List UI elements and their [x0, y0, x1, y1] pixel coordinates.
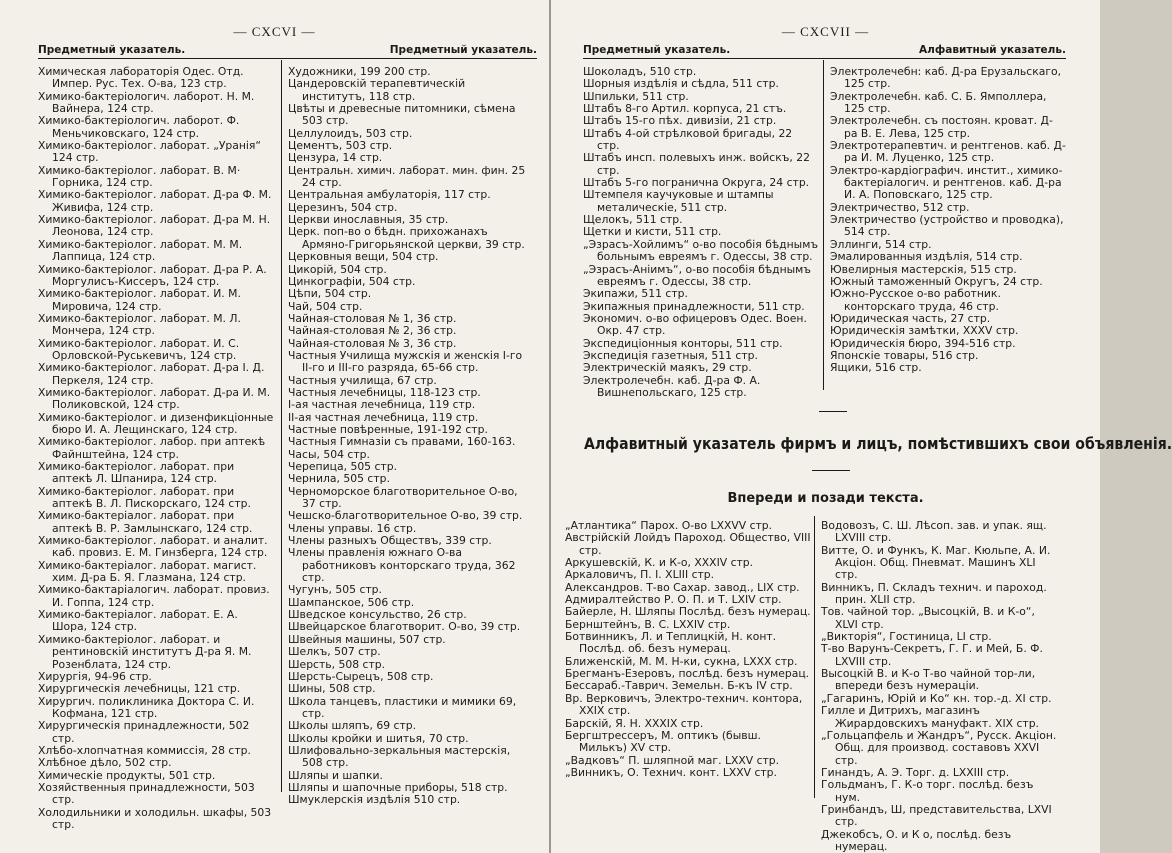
- firm-column-1: [565, 520, 811, 779]
- index-entry: Хирургія, 94-96 стр.: [38, 669, 152, 683]
- index-entry: Южный таможенный Округъ, 24 стр.: [830, 274, 1043, 288]
- index-entry: Бернштейнъ, В. С. LXXIV стр.: [565, 617, 731, 631]
- index-entry: Центральн. химич. лаборат. мин. фин. 25 24 стр.: [288, 163, 526, 190]
- index-entry: Бессараб.-Таврич. Земельн. Б-къ IV стр.: [565, 679, 793, 693]
- index-entry: Химико-бактеріолог. лабор. при аптекѣ Файнштейна, 124 стр.: [38, 435, 266, 461]
- index-entry: Шляпы и шапки.: [288, 768, 383, 782]
- index-entry: Чайная-столовая № 1, 36 стр.: [288, 311, 457, 325]
- index-entry: Церкви иноcлавныя, 35 стр.: [288, 213, 449, 227]
- index-entry: Шпильки, 511 стр.: [583, 89, 689, 103]
- index-entry: „Викторія“, Гостиница, LI стр.: [821, 630, 992, 644]
- index-entry: Шерсть-Сырецъ, 508 стр.: [288, 669, 434, 683]
- section-title: Алфавитный указатель фирмъ и лицъ, помѣстившихъ свои объявленія.: [583, 434, 1172, 453]
- index-entry: Экипажныя принадлежности, 511 стр.: [583, 299, 805, 313]
- index-entry: Гилле и Дитрихъ, магазинъ Жирардовскихъ мануфакт. XIX стр.: [821, 704, 1039, 730]
- index-entry: Члены управы. 16 стр.: [288, 521, 417, 535]
- index-entry: Эмалированныя издѣлія, 514 стр.: [830, 250, 1023, 264]
- index-entry: Школы шляпъ, 69 стр.: [288, 719, 417, 733]
- index-entry: Цикорій, 504 стр.: [288, 262, 387, 276]
- index-entry: Байерле, Н. Шляпы Послѣд. безъ нумерац.: [565, 605, 811, 619]
- index-entry: „Вадковъ“ П. шляпной маг. LXXV стр.: [565, 753, 780, 767]
- index-entry: Александров. Т-во Сахар. завод., LIX стр.: [565, 580, 800, 594]
- column-divider: [814, 516, 815, 798]
- index-entry: Щелокъ, 511 стр.: [583, 213, 683, 227]
- index-entry: „Гольцапфель и Жандръ“, Русск. Акціон. Общ. для производ. составовъ XXVI стр.: [821, 728, 1057, 767]
- index-entry: Частные повѣренные, 191-192 стр.: [288, 422, 488, 436]
- index-entry: Хлѣбо-хлопчатная коммиссія, 28 стр.: [38, 743, 251, 757]
- index-entry: Ювелирныя мастерскія, 515 стр.: [830, 262, 1017, 276]
- index-entry: Чай, 504 стр.: [288, 299, 363, 313]
- index-entry: Экспедиціонныя конторы, 511 стр.: [583, 336, 783, 350]
- running-header-right: Предметный указатель.: [389, 44, 537, 56]
- index-entry: Частныя училища, 67 стр.: [288, 373, 437, 387]
- index-entry: Щетки и кисти, 511 стр.: [583, 225, 722, 239]
- index-entry: Хирургич. поликлиника Доктора С. И. Кофмана, 121 стр.: [38, 694, 255, 720]
- index-entry: Вр. Верковичъ, Электро-технич. контора, XXIX стр.: [565, 691, 803, 718]
- index-entry: Швейныя машины, 507 стр.: [288, 632, 446, 646]
- index-entry: Шлифовально-зеркальныя мастерскія, 508 стр.: [288, 743, 511, 770]
- index-entry: Химико-бактеріолог. лаборат. и рентиновскій институтъ Д-ра Я. М. Розенблата, 124 стр.: [38, 632, 252, 671]
- index-entry: Члены разныхъ Обществъ, 339 стр.: [288, 534, 492, 548]
- index-entry: Электролечебн: каб. Д-ра Ерузальскаго, 125 стр.: [830, 65, 1062, 91]
- index-entry: Химико-бактеріолог. лаборат. и аналит. каб. провиз. Е. М. Гинзберга, 124 стр.: [38, 534, 268, 560]
- index-entry: Химико-бактеріолог. лаборат. при аптекѣ В. Л. Пискорскаго, 124 стр.: [38, 484, 251, 511]
- index-entry: Шляпы и шапочные приборы, 518 стр.: [288, 780, 508, 794]
- index-entry: Электротерапевтич. и рентгенов. каб. Д-ра И. М. Луценко, 125 стр.: [830, 139, 1066, 165]
- index-entry: Аркушевскій, К. и К-о, XXXIV стр.: [565, 556, 754, 570]
- index-entry: Экспедиція газетныя, 511 стр.: [583, 348, 758, 362]
- index-entry: Южно-Русское о-во работник. конторскаго труда, 46 стр.: [830, 287, 1001, 313]
- index-entry: Химико-бактеріолог. лаборат. И. С. Орловской-Руськевичъ, 124 стр.: [38, 336, 240, 362]
- index-entry: Чугунъ, 505 стр.: [288, 583, 382, 597]
- index-entry: Шведское консульство, 26 стр.: [288, 608, 467, 622]
- index-entry: Химико-бактеріалог. лаборат. магист. хим. Д-ра Б. Я. Глазмана, 124 стр.: [38, 558, 257, 585]
- index-entry: Штабъ 8-го Артил. корпуса, 21 стъ.: [583, 102, 787, 116]
- header-rule: [583, 58, 1066, 59]
- index-entry: Экономич. о-во офицеровъ Одес. Воен. Окр. 47 стр.: [583, 311, 807, 338]
- index-entry: Цинкографіи, 504 стр.: [288, 274, 416, 288]
- right-page: [551, 0, 1172, 853]
- index-entry: Шины, 508 стр.: [288, 682, 376, 696]
- index-entry: Адмиралтейство Р. О. П. и Т. LXIV стр.: [565, 593, 782, 607]
- index-column-1: [38, 66, 274, 831]
- index-entry: Химическіе продукты, 501 стр.: [38, 768, 216, 782]
- index-entry: Электролечебн. каб. С. Б. Ямполлера, 125 стр.: [830, 89, 1047, 116]
- index-entry: Экипажи, 511 стр.: [583, 287, 688, 301]
- index-entry: Художники, 199 200 стр.: [288, 65, 431, 78]
- index-entry: Химико-бактеріологич. лаборот. Ф. Меньчиковскаго, 124 стр.: [38, 114, 240, 140]
- index-entry: „Винникъ, О. Технич. конт. LXXV стр.: [565, 765, 777, 779]
- index-entry: Химико-бактеріолог. лаборат. при аптекѣ Л. Шпанира, 124 стр.: [38, 460, 235, 486]
- index-entry: Электролечебн. съ постоян. кроват. Д-ра В. Е. Лева, 125 стр.: [830, 114, 1053, 140]
- index-entry: Электролечебн. каб. Д-ра Ф. А. Вишнепольскаго, 125 стр.: [583, 373, 761, 399]
- index-entry: Цвѣты и древесные питомники, сѣмена 503 стр.: [288, 102, 516, 128]
- index-entry: „Эзрасъ-Хойлимъ“ о-во пособія бѣднымъ больнымъ евреямъ г. Одессы, 38 стр.: [583, 237, 818, 264]
- index-entry: Шмуклерскія издѣлія 510 стр.: [288, 793, 461, 807]
- index-entry: Химико-бактеріалог. лаборат. Е. А. Шора, 124 стр.: [38, 608, 238, 634]
- index-entry: Химико-бактеріолог. лаборат. В. М· Горника, 124 стр.: [38, 163, 241, 190]
- index-entry: Химико-бактеріолог. лаборат. „Уранія“ 124 стр.: [38, 139, 262, 165]
- index-entry: Химико-бактеріолог. лаборат. Д-ра Р. А. Моргулисъ-Киссеръ, 124 стр.: [38, 262, 267, 288]
- header-rule: [38, 58, 537, 59]
- index-entry: „Атлантика“ Парох. О-во LXXVV стр.: [565, 519, 773, 532]
- index-entry: Химическая лабораторія Одес. Отд. Импер. Рус. Тех. О-ва, 123 стр.: [38, 65, 244, 91]
- index-entry: Химико-бактеріолог. лаборат. И. М. Мировича, 124 стр.: [38, 287, 241, 313]
- index-entry: Штабъ 15-го пѣх. дивизіи, 21 стр.: [583, 114, 777, 128]
- index-entry: Шампанское, 506 стр.: [288, 595, 415, 609]
- index-entry: Штабъ инсп. полевыхъ инж. войскъ, 22 стр.: [583, 151, 810, 177]
- index-entry: Химико-бактеріолог. лаборат. Д-ра І. Д. Перкеля, 124 стр.: [38, 361, 265, 387]
- index-entry: Гинандъ, А. Э. Торг. д. LXXIII стр.: [821, 765, 1010, 779]
- index-entry: Цензура, 14 стр.: [288, 151, 383, 165]
- index-entry: Черепица, 505 стр.: [288, 460, 397, 473]
- section-rule-bottom: [812, 470, 850, 471]
- index-entry: Юридическая часть, 27 стр.: [830, 311, 991, 325]
- index-entry: Химико-бактеріолог. и дизенфикціонные бюро И. А. Лещинскаго, 124 стр.: [38, 410, 274, 436]
- index-entry: Цандеровскій терапевтическій институтъ, 118 стр.: [288, 77, 466, 103]
- index-entry: Химико-бактеріолог. лаборат. Д-ра М. Н. Леонова, 124 стр.: [38, 213, 271, 239]
- index-entry: Часы, 504 стр.: [288, 447, 370, 461]
- index-entry: Химико-бактеріолог. лаборат. Д-ра Ф. М. Живифа, 124 стр.: [38, 188, 272, 214]
- index-entry: Хозяйственныя принадлежности, 503 стр.: [38, 780, 255, 807]
- running-header-left: Предметный указатель.: [38, 44, 186, 56]
- index-entry: Т-во Варунъ-Секретъ, Г. Г. и Мей, Б. Ф. LXVIII стр.: [821, 642, 1043, 668]
- page-number: — CXCVI —: [233, 24, 316, 39]
- index-entry: Брегманъ-Езеровъ, послѣд. безъ нумерац.: [565, 667, 810, 681]
- index-entry: Витте, О. и Функъ, К. Маг. Кюльпе, А. И. Акціон. Общ. Пневмат. Машинъ XLI стр.: [821, 543, 1051, 582]
- index-entry: Шелкъ, 507 стр.: [288, 645, 381, 659]
- index-entry: Химико-бактеріолог. лаборат. М. Л. Мончера, 124 стр.: [38, 311, 241, 338]
- page-number: — CXCVII —: [781, 24, 870, 39]
- index-entry: Церезинъ, 504 стр.: [288, 200, 398, 214]
- index-entry: Химико-бактеріологич. лаборот. Н. М. Вайнера, 124 стр.: [38, 89, 255, 116]
- index-entry: Винникъ, П. Складъ технич. и пароход. прин. XLII стр.: [821, 580, 1047, 607]
- index-entry: Ящики, 516 стр.: [830, 361, 922, 375]
- index-entry: Высоцкій В. и К-о Т-во чайной тор-ли, впереди безъ нумераціи.: [821, 667, 1036, 693]
- index-entry: Австрійскій Лойдъ Пароход. Общество, VIII стр.: [565, 531, 811, 557]
- index-entry: Штемпеля каучуковые и штампы металическіе, 511 стр.: [583, 188, 774, 214]
- index-entry: Химико-бактеріолог. лаборат. Д-ра И. М. Поликовской, 124 стр.: [38, 385, 271, 412]
- index-entry: Японскіе товары, 516 стр.: [830, 348, 979, 362]
- left-page: [0, 0, 549, 853]
- index-entry: Ближенскій, М. М. Н-ки, сукна, LXXX стр.: [565, 654, 798, 668]
- index-entry: Хлѣбное дѣло, 502 стр.: [38, 756, 172, 770]
- index-entry: Шорныя издѣлія и сѣдла, 511 стр.: [583, 77, 779, 91]
- index-entry: Химико-бактеріалог. лаборат. при аптекѣ В. Р. Замлынскаго, 124 стр.: [38, 509, 253, 535]
- index-entry: Юридическія бюро, 394-516 стр.: [830, 336, 1016, 350]
- index-entry: Электричество, 512 стр.: [830, 200, 970, 214]
- index-entry: Целлулоидъ, 503 стр.: [288, 126, 413, 140]
- index-entry: Штабъ 4-ой стрѣлковой бригады, 22 стр.: [583, 126, 793, 153]
- index-entry: „Гагаринъ, Юрій и Ко“ кн. тор.-д. XI стр.: [821, 691, 1052, 705]
- index-entry: Церковныя вещи, 504 стр.: [288, 250, 439, 264]
- index-entry: Частныя Училища мужскія и женскія I-го II-го и III-го разряда, 65-66 стр.: [288, 348, 523, 375]
- index-entry: Хирургическія принадлежности, 502 стр.: [38, 719, 250, 745]
- running-header-right: Алфавитный указатель.: [919, 44, 1066, 56]
- index-entry: Штабъ 5-го погранична Округа, 24 стр.: [583, 176, 810, 190]
- index-entry: Юридическія замѣтки, XXXV стр.: [830, 324, 1019, 338]
- index-entry: Школы кройки и шитья, 70 стр.: [288, 731, 469, 745]
- index-entry: Цѣпи, 504 стр.: [288, 287, 372, 301]
- running-header-left: Предметный указатель.: [583, 44, 731, 56]
- index-entry: Холодильники и холодильн. шкафы, 503 стр.: [38, 805, 272, 831]
- index-entry: Барскій, Я. Н. XXXIX стр.: [565, 716, 704, 730]
- index-entry: Электричество (устройство и проводка), 514 стр.: [830, 213, 1064, 239]
- index-entry: Эллинги, 514 стр.: [830, 237, 932, 251]
- index-entry: Гольдманъ, Г. К-о торг. послѣд. безъ нум.: [821, 778, 1034, 804]
- index-entry: Черноморское благотворительное О-во, 37 стр.: [288, 484, 518, 511]
- index-entry: Частныя Гимназіи съ правами, 160-163.: [288, 435, 516, 449]
- index-entry: Водовозъ, С. Ш. Лѣсоп. зав. и упак. ящ. LXVIII стр.: [821, 519, 1047, 545]
- index-entry: Чайная-столовая № 3, 36 стр.: [288, 336, 457, 350]
- index-entry: Чайная-столовая № 2, 36 стр.: [288, 324, 457, 338]
- index-column-2: [830, 66, 1066, 375]
- section-subtitle: Впереди и позади текста.: [727, 491, 924, 506]
- column-divider: [281, 60, 282, 792]
- index-entry: Химико-бактеріолог. лаборат. М. М. Лаппица, 124 стр.: [38, 237, 243, 264]
- firm-column-2: [821, 520, 1057, 853]
- index-entry: Частныя лечебницы, 118-123 стр.: [288, 385, 481, 399]
- index-column-2: [288, 66, 527, 807]
- index-entry: Джекобсъ, О. и К о, послѣд. безъ нумерац.: [821, 827, 1012, 853]
- index-entry: Шоколадъ, 510 стр.: [583, 65, 697, 78]
- index-entry: Электрическій маякъ, 29 стр.: [583, 361, 752, 375]
- index-entry: Чернила, 505 стр.: [288, 472, 390, 486]
- index-entry: Шерсть, 508 стр.: [288, 657, 386, 671]
- index-entry: Хирургическія лечебницы, 121 стр.: [38, 682, 241, 696]
- index-entry: Члены правленія южнаго О-ва работниковъ конторскаго труда, 362 стр.: [288, 546, 516, 585]
- index-entry: Гринбандъ, Ш, представительства, LXVI стр.: [821, 802, 1052, 829]
- index-entry: Аркаловичъ, П. І. XLIII стр.: [565, 568, 715, 582]
- index-entry: Бергштрессеръ, М. оптикъ (бывш. Милькъ) XV стр.: [565, 728, 761, 755]
- column-divider: [823, 60, 824, 390]
- index-entry: Тов. чайной тор. „Высоцкій, В. и К-о“, XLVI стр.: [821, 605, 1035, 631]
- index-entry: Ботвинникъ, Л. и Теплицкій, Н. конт. Послѣд. об. безъ нумерац.: [565, 630, 777, 656]
- index-entry: I-ая частная лечебница, 119 стр.: [288, 398, 476, 412]
- index-entry: Церк. поп-во о бѣдн. прихожанахъ Армяно-Григорьянской церкви, 39 стр.: [288, 225, 525, 251]
- index-column-1: [583, 66, 818, 399]
- index-entry: Цементъ, 503 стр.: [288, 139, 393, 153]
- index-entry: Центральная амбулаторія, 117 стр.: [288, 188, 491, 202]
- section-rule-top: [819, 411, 847, 412]
- index-entry: II-ая частная лечебница, 119 стр.: [288, 410, 479, 424]
- index-entry: Химико-бактаріалогич. лаборат. провиз. И. Гоппа, 124 стр.: [38, 583, 270, 609]
- index-entry: Электро-кардіографич. инстит., химико-бактеріалогич. и рентгенов. каб. Д-ра И. А. Поповскаго, 125 стр.: [830, 163, 1063, 202]
- index-entry: Школа танцевъ, пластики и мимики 69, стр.: [288, 694, 517, 720]
- index-entry: „Эзрасъ-Аніимъ“, о-во пособія бѣднымъ евреямъ г. Одессы, 38 стр.: [583, 262, 811, 288]
- index-entry: Чешско-благотворительное О-во, 39 стр.: [288, 509, 523, 523]
- index-entry: Швейцарское благотворит. О-во, 39 стр.: [288, 620, 521, 634]
